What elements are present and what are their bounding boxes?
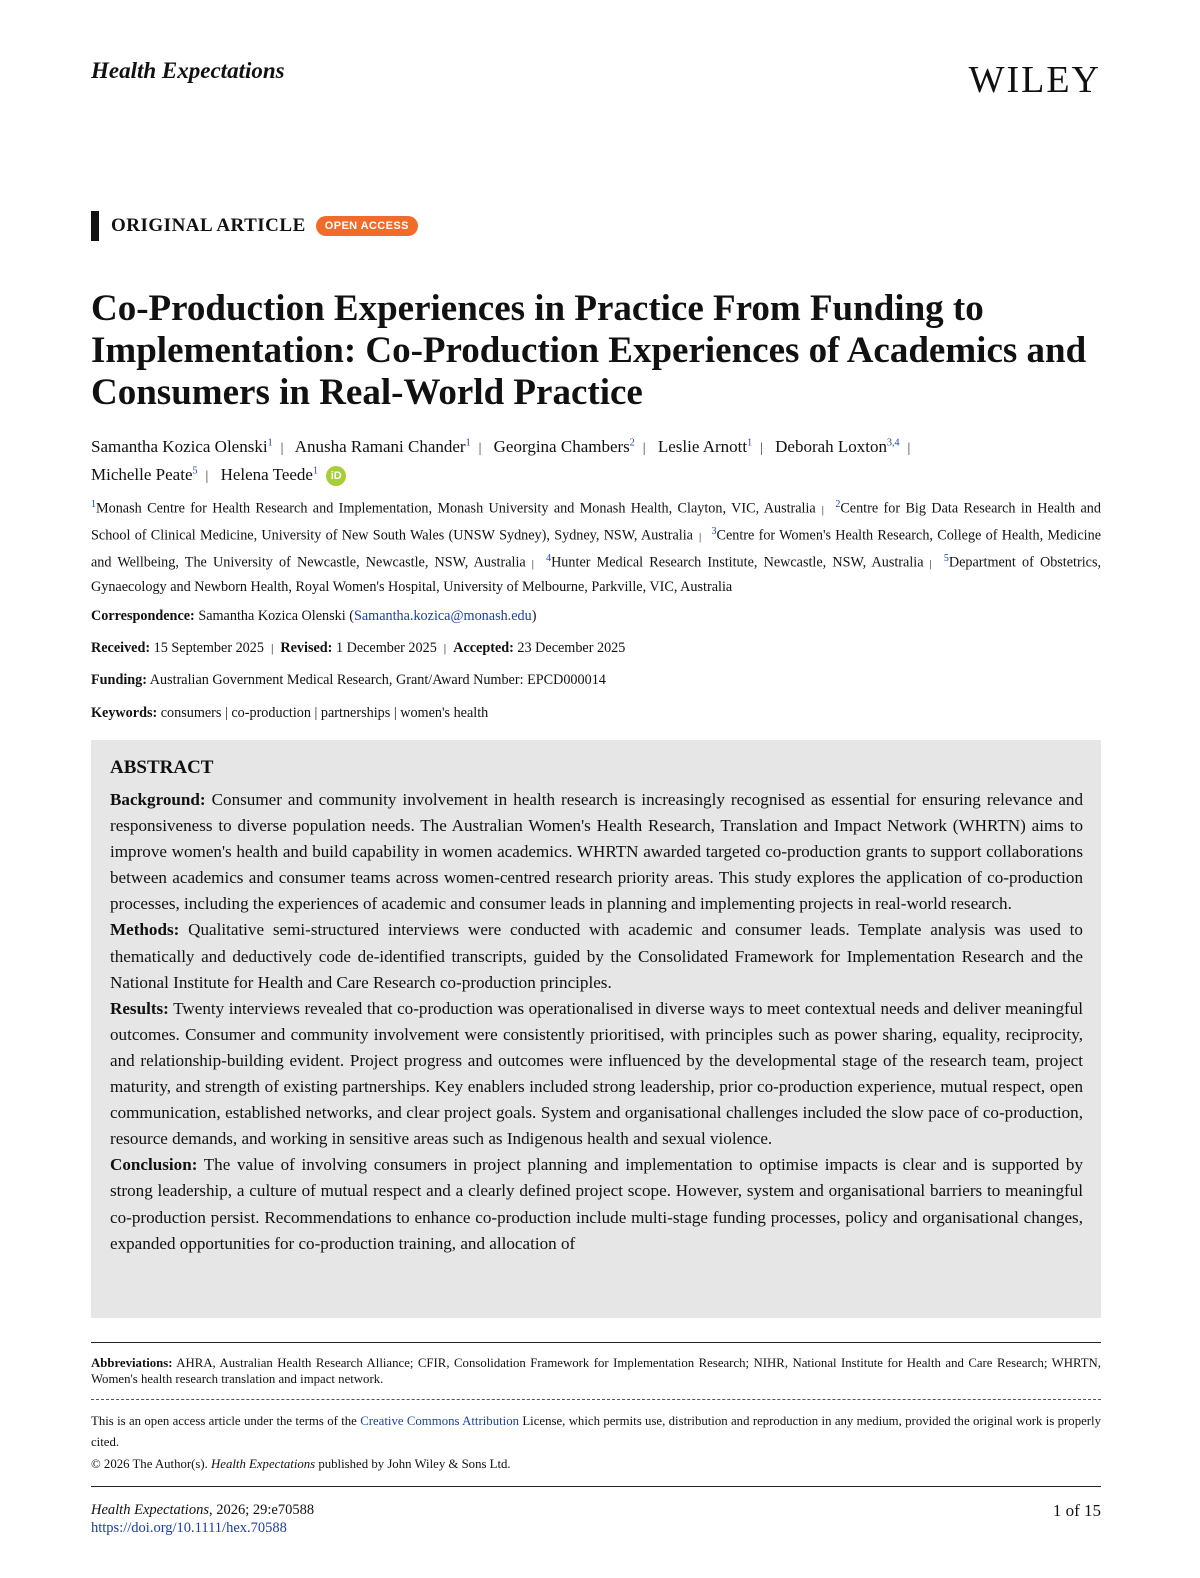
open-access-badge: OPEN ACCESS — [316, 216, 418, 236]
correspondence-email-link[interactable]: Samantha.kozica@monash.edu — [353, 608, 532, 624]
abstract-methods: Methods: Qualitative semi-structured interviews were conducted with academic and consumer leads. Template analysis was used to thematically and deductively code de-identified transcripts, guided by the Consolidated Framework for Implementation Research and the National Institute for Health and Care Research co-production principles. — [110, 920, 1083, 992]
keyword: consumers — [160, 705, 222, 721]
accepted-date: 23 December 2025 — [517, 640, 626, 656]
funding-line: Funding: Australian Government Medical Research, Grant/Award Number: EPCD000014 — [91, 672, 606, 688]
affiliations: $^1$Monash Centre for Health Research and Implementation, Monash University and Monash Health, Clayton, VIC, Australia | $^2$Centre for Big Data Research in Health and School of Clinical Medicine, University of New South Wales (UNSW Sydney), Sydney, NSW, Australia | $^3$Centre for Women's Health Research, College of Health, Medicine and Wellbeing, The University of Newcastle, Newcastle, NSW, Australia | $^4$Hunter Medical Research Institute, Newcastle, NSW, Australia | $^5$Department of Obstetrics, Gynaecology and Newborn Health, Royal Women's Hospital, University of Melbourne, Parkville, VIC, Australia — [91, 499, 1102, 595]
author-name[interactable]: Anusha Ramani Chander$^1$ — [294, 436, 471, 456]
page-number: 1 of 15 — [1052, 1501, 1101, 1520]
affiliation: Centre for Women's Health Research, College of Health, Medicine and Wellbeing, The University of Newcastle, Newcastle, NSW, Australia — [91, 527, 1102, 572]
abstract-box — [91, 740, 1101, 1318]
affiliation: Centre for Big Data Research in Health and School of Clinical Medicine, University of New South Wales (UNSW Sydney), Sydney, NSW, Australia — [91, 500, 1101, 544]
dates-line: Received: 15 September 2025 | Revised: 1 December 2025 | Accepted: 23 December 2025 — [91, 640, 626, 656]
author-list: Samantha Kozica Olenski$^1$ | Anusha Ramani Chander$^1$ | Georgina Chambers$^2$ | Leslie Arnott$^1$ | Deborah Loxton$^{3,4}$ | Michelle Peate$^5$ | Helena Teede$^1$ iD — [91, 431, 1101, 488]
keyword: women's health — [400, 705, 489, 721]
abstract-heading: ABSTRACT — [110, 757, 214, 778]
affiliation: Hunter Medical Research Institute, Newcastle, NSW, Australia — [551, 555, 924, 572]
article-title: Co-Production Experiences in Practice From Funding to Implementation: Co-Production Experiences of Academics and Consumers in Real-World Practice — [91, 288, 1087, 413]
abstract-body — [110, 787, 1083, 1257]
footer-citation: Health Expectations, 2026; 29:e70588 https://doi.org/10.1111/hex.70588 — [91, 1502, 315, 1536]
author-name[interactable]: Michelle Peate$^5$ — [91, 465, 198, 485]
affiliation: Monash Centre for Health Research and Implementation, Monash University and Monash Health, Clayton, VIC, Australia — [96, 500, 816, 517]
author-name[interactable]: Georgina Chambers$^2$ — [493, 436, 635, 456]
author-name[interactable]: Samantha Kozica Olenski$^1$ — [91, 436, 273, 456]
received-date: 15 September 2025 — [153, 640, 264, 656]
author-name[interactable]: Leslie Arnott$^1$ — [657, 436, 753, 456]
divider — [91, 1486, 1101, 1487]
revised-date: 1 December 2025 — [335, 640, 437, 656]
creative-commons-link[interactable]: Creative Commons Attribution — [360, 1414, 520, 1428]
doi-link[interactable]: https://doi.org/10.1111/hex.70588 — [91, 1520, 287, 1536]
dashed-divider — [91, 1399, 1101, 1400]
keywords-line: Keywords: consumers | co-production | partnerships | women's health — [91, 705, 489, 721]
keyword: partnerships — [320, 705, 391, 721]
affiliation: Department of Obstetrics, Gynaecology and Newborn Health, Royal Women's Hospital, University of Melbourne, Parkville, VIC, Australia — [91, 555, 1102, 595]
author-name[interactable]: Helena Teede$^1$ — [220, 465, 318, 485]
abbreviations: Abbreviations: AHRA, Australian Health Research Alliance; CFIR, Consolidation Framework for Implementation Research; NIHR, National Institute for Health and Care Research; WHRTN, Women's health research translation and impact network. — [91, 1356, 1101, 1386]
copyright-line: © 2026 The Author(s). Health Expectations published by John Wiley & Sons Ltd. — [91, 1457, 511, 1471]
article-type-bar — [91, 211, 99, 241]
abstract-results: Results: Twenty interviews revealed that co-production was operationalised in diverse ways to meet contextual needs and deliver meaningful outcomes. Consumer and community involvement were consistently prioritised, with principles such as power sharing, equality, reciprocity, and relationship-building evident. Project progress and outcomes were influenced by the developmental stage of the research team, project maturity, and strength of existing partnerships. Key enablers included strong leadership, prior co-production experience, mutual respect, open communication, established networks, and clear project goals. System and organisational challenges included the slow pace of co-production, resource demands, and working in sensitive areas such as Indigenous health and sexual violence. — [110, 998, 1083, 1149]
license-note: This is an open access article under the terms of the Creative Commons Attribution License, which permits use, distribution and reproduction in any medium, provided the original work is properly cited. — [91, 1414, 1101, 1449]
divider — [91, 1342, 1101, 1343]
article-type: ORIGINAL ARTICLE — [111, 215, 306, 236]
article-type-row — [91, 211, 418, 241]
publisher-logo: WILEY — [968, 59, 1101, 101]
author-name[interactable]: Deborah Loxton$^{3,4}$ — [775, 436, 900, 456]
correspondence-line: Correspondence: Samantha Kozica Olenski (Samantha.kozica@monash.edu) — [91, 608, 537, 624]
abstract-background: Background: Consumer and community involvement in health research is increasingly recognised as essential for ensuring relevance and responsiveness to diverse population needs. The Australian Women's Health Research, Translation and Impact Network (WHRTN) aims to improve women's health and build capability in women academics. WHRTN awarded targeted co-production grants to support collaborations between academics and consumer teams across women-centred research priority areas. This study explores the application of co-production processes, including the experiences of academic and consumer leads in planning and implementing projects in real-world research. — [110, 790, 1083, 914]
abstract-conclusion: Conclusion: The value of involving consumers in project planning and implementation to optimise impacts is clear and is supported by strong leadership, a culture of mutual respect and a clearly defined project scope. However, system and organisational barriers to meaningful co-production persist. Recommendations to enhance co-production include multi-stage funding processes, policy and organisational changes, expanded opportunities for co-production training, and allocation of — [110, 1155, 1083, 1253]
orcid-icon[interactable]: iD — [326, 466, 346, 486]
journal-name: Health Expectations — [91, 58, 285, 83]
keyword: co-production — [231, 705, 311, 721]
